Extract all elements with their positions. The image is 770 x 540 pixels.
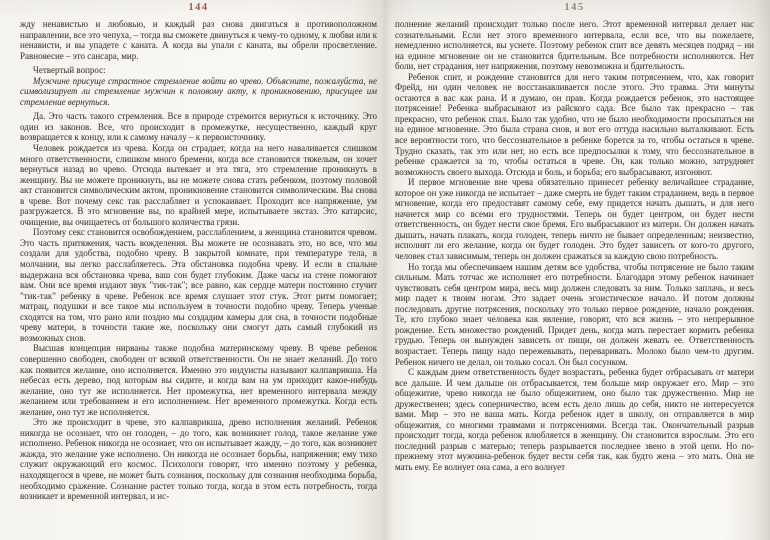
answer-paragraph: Да. Это часть такого стремления. Все в природе стремится вернуться к источнику. Это один из законов. Все, что происходит в промежутке, несущественно, каждый круг возвращается к концу, или к самому началу – к первоисточнику. [20,111,377,143]
body-paragraph: С каждым днем ответственность будет возрастать, ребенка будет отбрасывать от матери все дальше. И чем дальше он отбрасывается, тем больше мир окружает его. Мир – это общежитие, чрево никогда не было общежитием, оно было так дружественно. Мир не дружественен; здесь соперничество, всем есть дело лишь до себя, никто не интересуется вами. Мир – это не ваша мать. Когда ребенок идет в школу, он отправляется в мир общежития, со многими травмами и потрясениями. Всегда так. Окончательный разрыв происходит тогда, когда ребенок влюбляется в женщину. Он становится взрослым. Это его последний разрыв с матерью; теперь разрывается последнее звено в этой цепи. Но по-прежнему этот мужчина-ребенок будет вести себя так, как будто жена – это мать. Она не мать ему. Ее волнует она сама, а его волнует [395,367,754,472]
paragraph-continuation: полнение желаний происходит только после него. Этот временной интервал делает нас сознательными. Если нет этого временного интервала, если все, что вы пожелаете, немедленно исполняется, вы уснете. Поэтому ребенок спит все девять месяцев подряд – ни на единое мгновение он не становится бдительным. Все потребности исполняются. Нет боли, нет страдания, нет напряжения, поэтому невозможна и бдительность. [395,19,754,72]
body-paragraph: Это же происходит в чреве, это калпаврикша, древо исполнения желаний. Ребенок никогда не осознает, что он голоден, – до того, как возникнет голод, такое желание уже исполнено. Ребенок никогда не осознает, что он испытывает жажду, – до того, как возникнет жажда, это желание уже исполнено. Он никогда не осознает борьбы, напряжения; ему тихо служит окружающий его космос. Психологи говорят, что именно поэтому у ребенка, находящегося в чреве, не может быть сознания, поскольку для сознания необходима борьба, необходимо сражение. Сознание растет только тогда, когда в этом есть потребность, тогда возникает и временной интервал, и ис- [20,417,377,502]
page-number-145: 145 [564,2,585,13]
body-paragraph: Высшая концепция нирваны также подобна материнскому чреву. В чреве ребенок совершенно свободен, свободен от всякой ответственности. Он не знает желаний. До того как появится желание, оно исполняется. Именно это индуисты называют калпаврикша. На небесах есть дерево, под которым вы сидите, и когда вам на ум приходит какое-нибудь желание, оно тут же исполняется. Нет промежутка, нет временного интервала между желанием или требованием и его исполнением. Нет временного промежутка. Когда есть желание, оно тут же исполняется. [20,343,377,417]
body-paragraph: И первое мгновение вне чрева обязательно принесет ребенку величайшее страдание, которое он уже никогда не испытает – даже смерть не будет таким страданием, ведь в первое мгновение, когда его предоставят самому себе, ему придется начать дышать, и для него начнется мир со всеми его трудностями. Теперь он будет центром, он будет нести ответственность, он будет нести свое бремя. Его выбрасывают из матери. Он должен начать дышать, начать плакать, когда голоден, теперь ничто не бывает определенным; неизвестно, исполнят ли его желание, когда он будет голоден. Это будет зависеть от кого-то другого, человек стал зависимым, теперь он должен сражаться за каждую свою потребность. [395,177,754,262]
body-paragraph: Поэтому секс становится освобождением, расслаблением, а женщина становится чревом. Это часть притяжения, часть вожделения. Вы можете не осознавать это, но все, что мы создали для удобства, подобно чреву. В закрытой комнате, при температуре тела, в молчании, вы легко расслабляетесь. Эта обстановка подобна чреву. И если в спальне выдержана вся обстановка чрева, ваш сон будет глубоким. Даже часы на стене помогают вам. Они все время издают звук "тик-так"; все равно, как сердце матери постоянно стучит "тик-так" ребенку в чреве. Ребенок все время слушает этот стук. Этот ритм помогает; матрац, подушки и все такое мы используем в точности подобно чреву. Теперь ученые сходятся на том, что рано или поздно мы создадим камеры для сна, в точности подобные чреву матери, в точности такие же, поскольку они смогут дать самый глубокий из возможных снов. [20,227,377,343]
page-body-144 [20,19,377,502]
page-number-144: 144 [188,2,209,13]
paragraph-continuation: жду ненавистью и любовью, и каждый раз снова двигаться в противоположном направлении, все это чепуха, – тогда вы сможете двинуться к чему-то одному, к любви или к ненависти, и вы упадете с каната. А когда вы упали с каната, вы обрели просветление. Равновесие – это сансара, мир. [20,19,377,61]
body-paragraph: Но тогда мы обеспечиваем нашим детям все удобства, чтобы потрясение не было таким сильным. Мать тотчас же исполняет его потребности. Благодаря этому ребенок начинает чувствовать себя центром мира, весь мир должен следовать за ним. Только заплачь, и весь мир падет к твоим ногам. Это задает очень эгоистическое начало. И потом должны последовать другие потрясения, поскольку это только первое рождение, начало рождения. Те, кто глубоко знает человека как явление, говорят, что вся жизнь – это непрерывное рождение. Есть множество рождений. Придет день, когда мать перестает кормить ребенка грудью. Теперь он вынужден зависеть от пищи, он должен жевать ее. Ответственность возрастает. Теперь пищу надо пережевывать, переваривать. Молоко было чем-то другим. Ребенок ничего не делал, он только сосал. Он был сосунком. [395,261,754,367]
page-body-145 [395,19,754,473]
book-page-145 [385,0,770,540]
question-paragraph: Мужчине присуще страстное стремление войти во чрево. Объясните, пожалуйста, не символизирует ли стремление мужчин к половому акту, к проникновению, присущее им стремление вернуться. [20,75,377,107]
body-paragraph: Ребенок спит, и рождение становится для него таким потрясением, что, как говорит Фрейд, ни один человек не восстанавливается после этого. Это травма. Эти минуты остаются в вас как рана. И я думаю, он прав. Когда рождается ребенок, это настоящее потрясение! Ребенка выбрасывают из райского сада. Все было так прекрасно – так прекрасно, что ребенок спал. Было так удобно, что не было необходимости просыпаться ни на единое мгновение. Это была страна снов, и вот его оттуда насильно выталкивают. Есть все вероятности того, что бессознательное в ребенке борется за то, чтобы остаться в чреве. Трудно сказать, так это или нет, но есть все предпосылки к тому, что бессознательное в ребенке сражается за то, чтобы остаться в чреве. Он, как только можно, затрудняет возможность своего выхода. Отсюда и боль, и борьба; его выбрасывают, изгоняют. [395,71,754,177]
question-label: Четвертый вопрос: [33,65,106,76]
body-paragraph: Человек рождается из чрева. Когда он страдает, когда на него наваливается слишком много ответственности, слишком много бремени, когда все становится тяжелым, он хочет вернуться назад во чрево. Отсюда вытекает и эта тяга, это стремление проникнуть в женщину. Вы не можете проникнуть, вы не можете снова стать ребенком, поэтому половой акт становится символическим актом, проникновение становится символическим. Вы снова в чреве. Вот почему секс так расслабляет и успокаивает. Проходит все напряжение, ум разгружается. В это мгновение вы, по крайней мере, испытываете экстаз. Это катарсис, очищение, вы очищаетесь от большого количества грязи. [20,143,377,227]
